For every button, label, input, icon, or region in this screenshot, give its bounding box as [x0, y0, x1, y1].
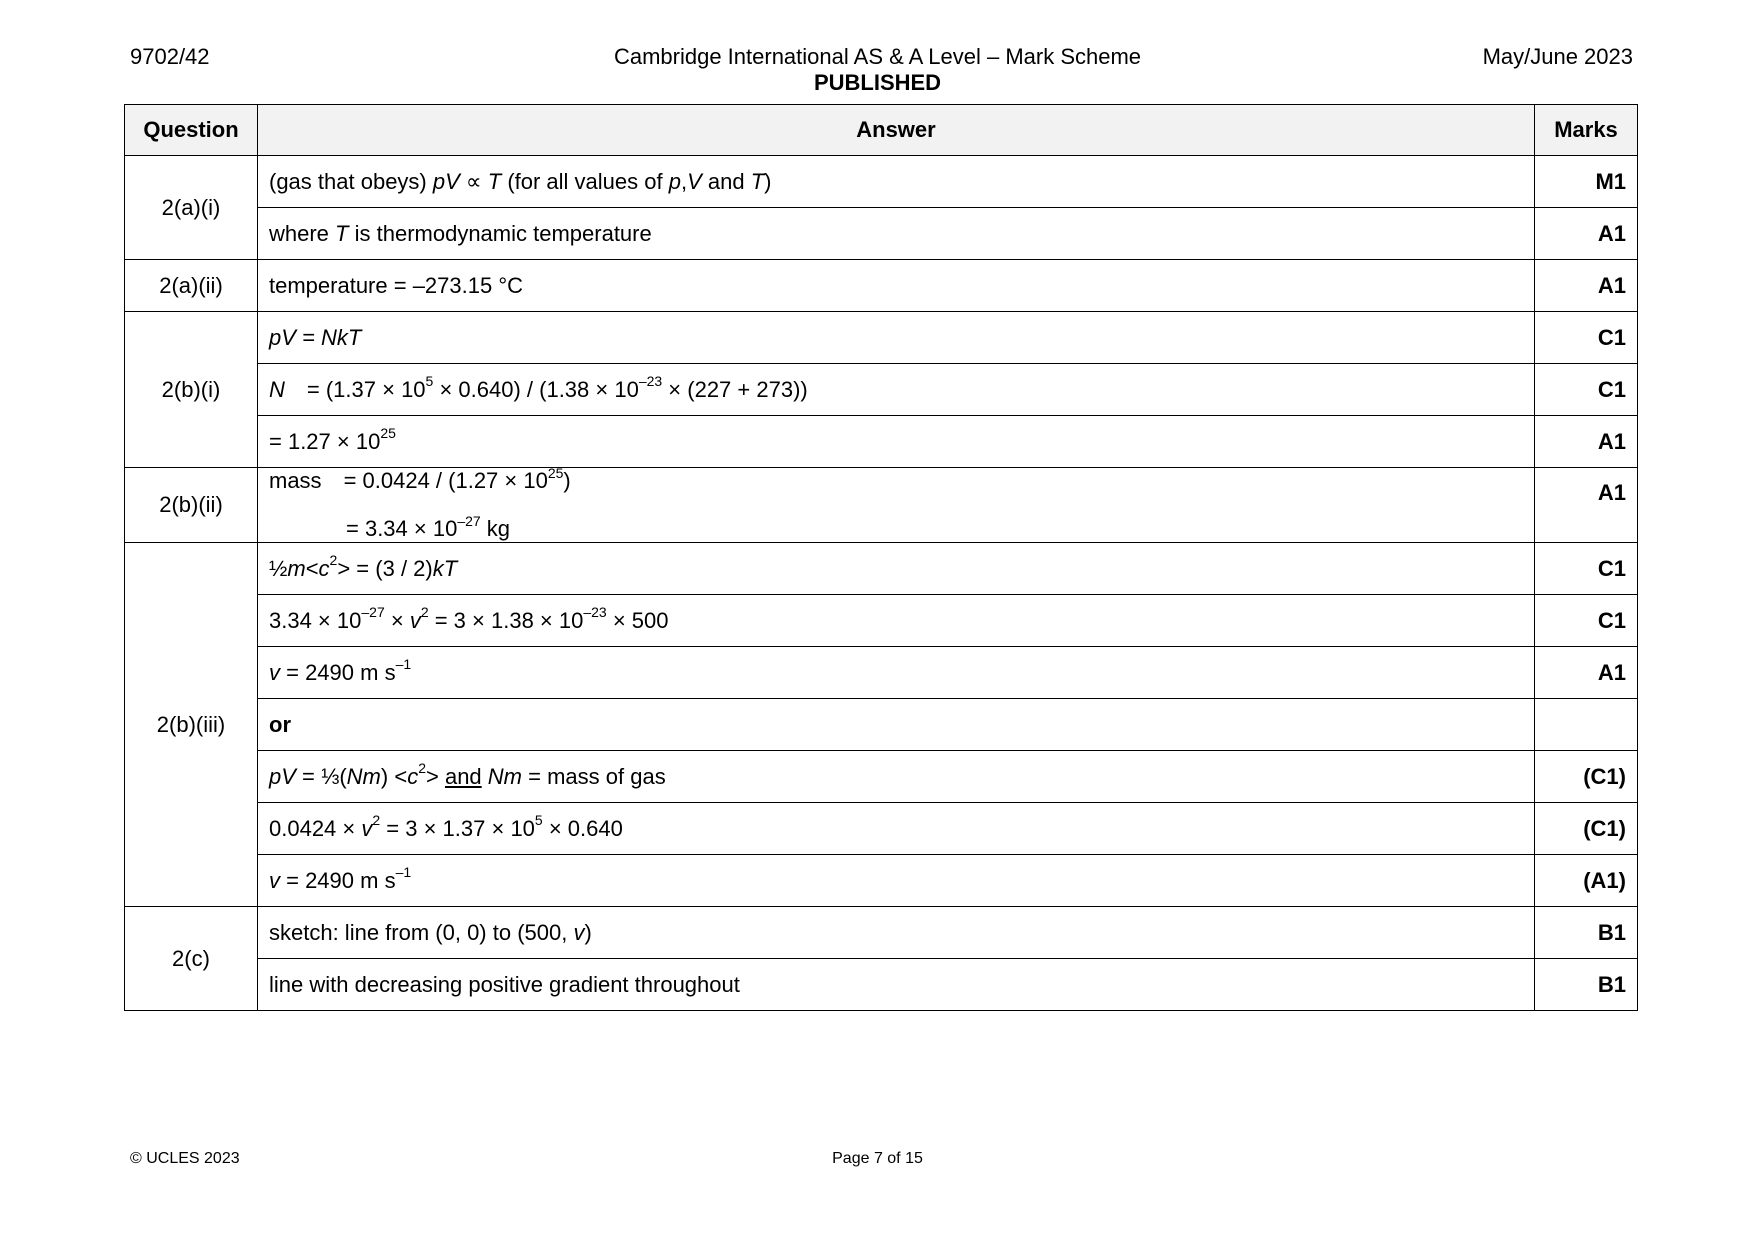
- answer-cell: (gas that obeys) pV ∝ T (for all values of p,V and T): [258, 156, 1535, 208]
- mark-cell: C1: [1535, 543, 1638, 595]
- table-row: [125, 543, 1638, 595]
- question-column-header: Question: [125, 105, 258, 156]
- mark-cell: B1: [1535, 907, 1638, 959]
- table-row: [125, 260, 1638, 312]
- answer-cell: pV = ⅓(Nm) $<c^2>$ and Nm = mass of gas: [258, 751, 1535, 803]
- answer-cell: $3.34 \times 10^{-27} \times v^2 = 3 \times 1.38 \times 10^{-23} \times 500$: [258, 595, 1535, 647]
- answer-cell: where T is thermodynamic temperature: [258, 208, 1535, 260]
- question-label: 2(a)(ii): [125, 260, 258, 312]
- table-header-row: [125, 105, 1638, 156]
- mark-cell: M1: [1535, 156, 1638, 208]
- answer-column-header: Answer: [258, 105, 1535, 156]
- mark-cell: A1: [1535, 647, 1638, 699]
- question-label: 2(b)(i): [125, 312, 258, 468]
- question-label: 2(b)(ii): [125, 468, 258, 543]
- exam-session: May/June 2023: [1482, 44, 1633, 69]
- table-row: [125, 595, 1638, 647]
- copyright-notice: © UCLES 2023: [130, 1150, 240, 1167]
- table-row: [125, 699, 1638, 751]
- answer-cell: sketch: line from (0, 0) to (500, v): [258, 907, 1535, 959]
- table-row: [125, 907, 1638, 959]
- mark-cell: C1: [1535, 595, 1638, 647]
- answer-line: mass = $0.0424 / (1.27 \times 10^{25})$: [269, 464, 571, 493]
- page-number: Page 7 of 15: [832, 1150, 923, 1167]
- table-row: [125, 312, 1638, 364]
- table-row: [125, 959, 1638, 1011]
- question-label: 2(a)(i): [125, 156, 258, 260]
- marks-column-header: Marks: [1535, 105, 1638, 156]
- answer-cell: v = 2490 m $s^{-1}$: [258, 855, 1535, 907]
- table-row: [125, 468, 1638, 543]
- mark-scheme-table: [124, 104, 1638, 1011]
- answer-cell: [258, 699, 1535, 751]
- paper-code: 9702/42: [130, 44, 210, 69]
- table-row: [125, 647, 1638, 699]
- or-label: or: [269, 711, 291, 737]
- answer-cell: $\frac{1}{2}m<c^2> = (3 / 2)kT$: [258, 543, 1535, 595]
- mark-cell: (C1): [1535, 803, 1638, 855]
- mark-cell: C1: [1535, 312, 1638, 364]
- published-label: PUBLISHED: [813, 70, 942, 95]
- answer-cell: $0.0424 \times v^2 = 3 \times 1.37 \times 10^5 \times 0.640$: [258, 803, 1535, 855]
- table-row: [125, 364, 1638, 416]
- question-label: 2(b)(iii): [125, 543, 258, 907]
- question-label: 2(c): [125, 907, 258, 1011]
- mark-cell: A1: [1535, 260, 1638, 312]
- mark-cell: [1535, 699, 1638, 751]
- mark-cell: A1: [1535, 468, 1638, 543]
- table-row: [125, 751, 1638, 803]
- answer-cell: [258, 464, 1535, 543]
- table-row: [125, 855, 1638, 907]
- document-title: Cambridge International AS & A Level – Mark Scheme: [613, 44, 1142, 69]
- answer-cell: $N = (1.37 \times 10^5 \times 0.640) / (1.38 \times 10^{-23} \times (227 + 273))$: [258, 364, 1535, 416]
- mark-cell: C1: [1535, 364, 1638, 416]
- answer-cell: = $1.27 \times 10^{25}$: [258, 416, 1535, 468]
- mark-cell: A1: [1535, 208, 1638, 260]
- table-row: [125, 416, 1638, 468]
- mark-cell: B1: [1535, 959, 1638, 1011]
- mark-cell: (A1): [1535, 855, 1638, 907]
- answer-cell: line with decreasing positive gradient throughout: [258, 959, 1535, 1011]
- table-row: [125, 208, 1638, 260]
- answer-cell: pV = NkT: [258, 312, 1535, 364]
- answer-line: = $3.34 \times 10^{-27}$ kg: [346, 512, 511, 541]
- mark-cell: (C1): [1535, 751, 1638, 803]
- table-row: [125, 803, 1638, 855]
- mark-cell: A1: [1535, 416, 1638, 468]
- answer-cell: v = 2490 m $s^{-1}$: [258, 647, 1535, 699]
- table-row: [125, 156, 1638, 208]
- answer-cell: temperature = –273.15 °C: [258, 260, 1535, 312]
